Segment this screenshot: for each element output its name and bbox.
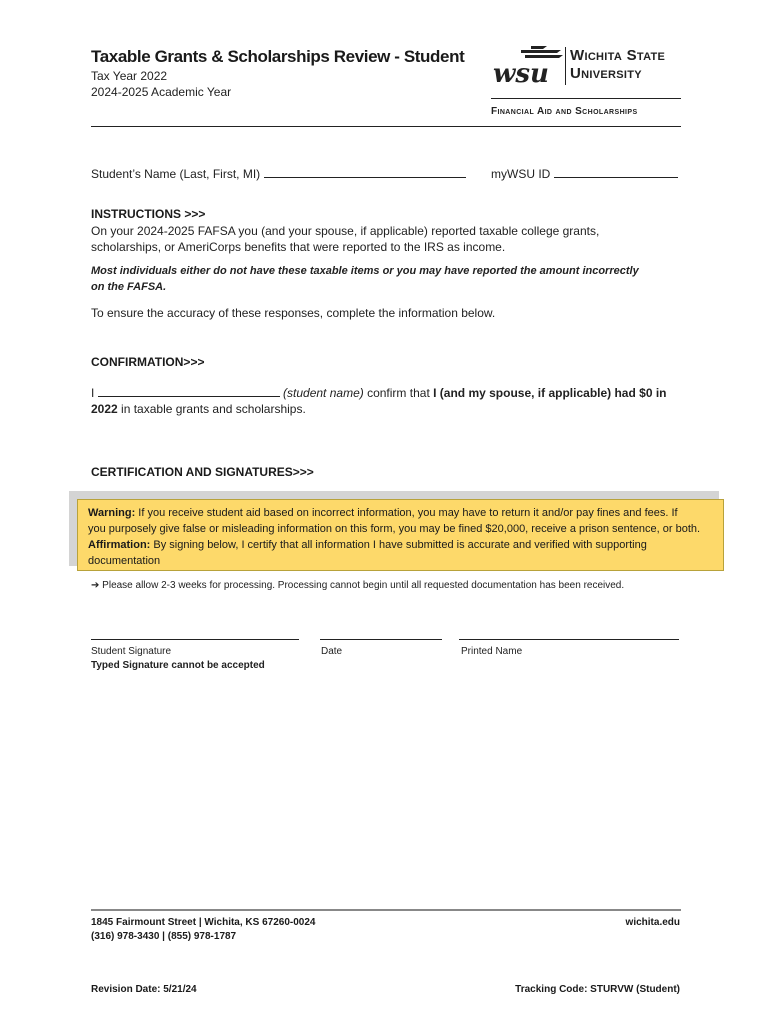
- date-label: Date: [321, 646, 343, 657]
- certification-heading: CERTIFICATION AND SIGNATURES>>>: [91, 465, 314, 479]
- confirmation-bold-text: I (and my spouse, if applicable) had $0 in: [433, 386, 667, 400]
- student-name-hint: (student name): [283, 386, 364, 400]
- confirmation-name-line[interactable]: [98, 385, 280, 397]
- student-name-label: Student’s Name (Last, First, MI): [91, 167, 261, 181]
- student-name-field: [91, 166, 466, 182]
- university-name-line2: University: [570, 65, 642, 82]
- mywsu-id-input-line[interactable]: [554, 166, 678, 178]
- instructions-line-2: scholarships, or AmeriCorps benefits that were reported to the IRS as income.: [91, 240, 506, 254]
- warning-text-line-1: If you receive student aid based on incorrect information, you may have to return it and/or pay fines and fees. If: [135, 507, 678, 519]
- student-signature-label: Student Signature: [91, 646, 172, 657]
- affirmation-text-line-2: documentation: [88, 555, 161, 567]
- printed-name-line[interactable]: [459, 639, 679, 640]
- svg-text:wsu: wsu: [493, 59, 549, 89]
- university-name-line1: Wichita State: [570, 47, 666, 64]
- footer-phones: (316) 978-3430 | (855) 978-1787: [91, 931, 237, 942]
- instructions-emphasis: [91, 263, 639, 295]
- instructions-line-1: On your 2024-2025 FAFSA you (and your spouse, if applicable) reported taxable college grants,: [91, 224, 600, 238]
- logo-divider: [565, 47, 566, 85]
- processing-note: [91, 578, 624, 594]
- arrow-right-icon: ➔: [91, 580, 100, 591]
- form-title: Taxable Grants & Scholarships Review - Student: [91, 47, 465, 66]
- date-line[interactable]: [320, 639, 442, 640]
- mywsu-id-label: myWSU ID: [491, 167, 551, 181]
- confirmation-prefix: I: [91, 386, 95, 400]
- instructions-text: [91, 223, 599, 255]
- confirmation-statement: [91, 385, 691, 417]
- tracking-code: Tracking Code: STURVW (Student): [515, 984, 680, 995]
- student-name-input-line[interactable]: [264, 166, 466, 178]
- revision-date: Revision Date: 5/21/24: [91, 984, 197, 995]
- instructions-accuracy: To ensure the accuracy of these responses, complete the information below.: [91, 306, 496, 320]
- emphasis-line-2: on the FAFSA.: [91, 281, 167, 293]
- header-divider: [91, 126, 681, 127]
- student-signature-line[interactable]: [91, 639, 299, 640]
- footer-divider: [91, 909, 681, 911]
- footer-address: 1845 Fairmount Street | Wichita, KS 67260-0024: [91, 917, 316, 928]
- confirmation-suffix: in taxable grants and scholarships.: [117, 402, 306, 416]
- confirm-text: confirm that: [363, 386, 434, 400]
- affirmation-label: Affirmation:: [88, 539, 151, 551]
- mywsu-id-field: [491, 166, 678, 182]
- warning-text-line-2: you purposely give false or misleading information on this form, you may be fined $20,000, receive a prison sentence, or both.: [88, 523, 701, 535]
- confirmation-year: 2022: [91, 402, 118, 416]
- confirmation-heading: CONFIRMATION>>>: [91, 355, 205, 369]
- instructions-heading: INSTRUCTIONS >>>: [91, 207, 206, 221]
- academic-year: 2024-2025 Academic Year: [91, 85, 232, 99]
- shocker-logo-icon: [491, 44, 571, 92]
- warning-label: Warning:: [88, 507, 136, 519]
- logo-underline: [491, 98, 681, 99]
- processing-note-text: Please allow 2-3 weeks for processing. Processing cannot begin until all requested documentation has been received.: [102, 580, 625, 591]
- affirmation-text-line-1: By signing below, I certify that all information I have submitted is accurate and verified with supporting: [150, 539, 647, 551]
- emphasis-line-1: Most individuals either do not have these taxable items or you may have reported the amount incorrectly: [91, 265, 639, 277]
- printed-name-label: Printed Name: [461, 646, 523, 657]
- office-name: Financial Aid and Scholarships: [491, 106, 638, 117]
- warning-box: [77, 499, 724, 571]
- footer-website[interactable]: wichita.edu: [625, 917, 680, 928]
- typed-signature-note: Typed Signature cannot be accepted: [91, 660, 265, 671]
- tax-year: Tax Year 2022: [91, 69, 168, 83]
